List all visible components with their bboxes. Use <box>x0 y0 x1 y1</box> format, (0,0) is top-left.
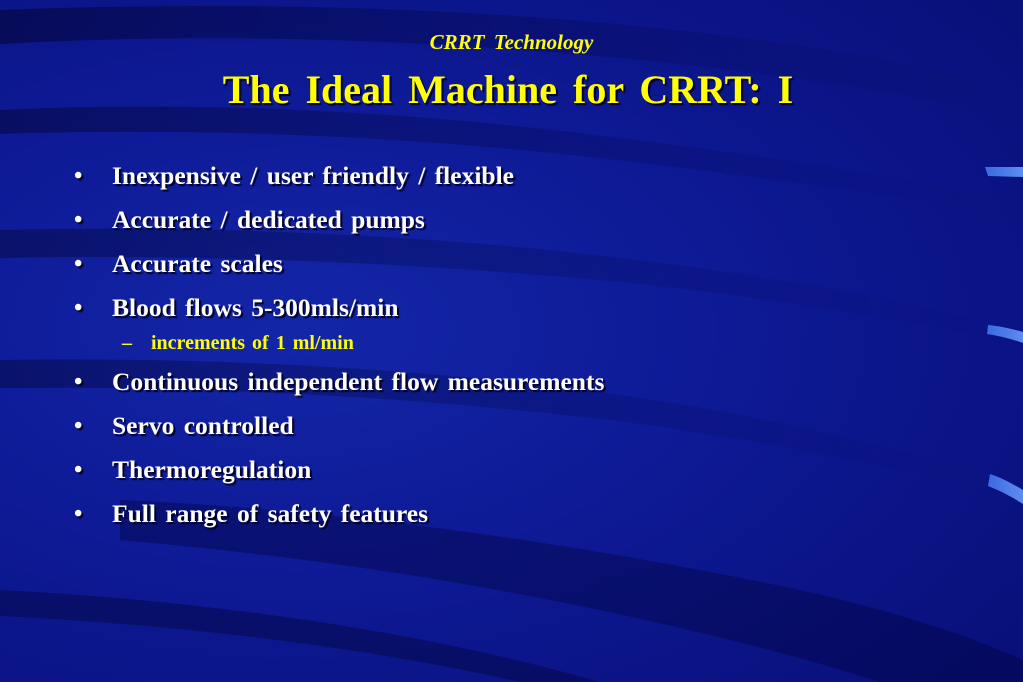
bullet-dot: • <box>74 501 83 527</box>
bullet-text: Thermoregulation <box>112 455 312 484</box>
slide-title: The Ideal Machine for CRRT: I <box>222 67 794 112</box>
bullet-text: Blood flows 5-300mls/min <box>112 293 399 322</box>
bullet-dot: • <box>74 207 83 233</box>
bullet-item <box>74 406 604 450</box>
bullet-item <box>74 362 604 406</box>
bullet-dot: • <box>74 413 83 439</box>
bullet-text: Accurate / dedicated pumps <box>112 205 425 234</box>
bullet-item <box>74 244 604 288</box>
bullet-item <box>74 450 604 494</box>
bullet-text: Inexpensive / user friendly / flexible <box>112 161 514 190</box>
bullet-dot: • <box>74 457 83 483</box>
bullet-dot: • <box>74 369 83 395</box>
bullet-text: Continuous independent flow measurements <box>112 367 605 396</box>
bullet-dot: • <box>74 251 83 277</box>
bullet-item <box>74 494 604 538</box>
bullet-list <box>74 156 604 538</box>
slide-subtitle: CRRT Technology <box>429 30 594 54</box>
bullet-text: Full range of safety features <box>112 499 429 528</box>
bullet-item <box>74 156 604 200</box>
bullet-text: Accurate scales <box>112 249 283 278</box>
bullet-dot: • <box>74 295 83 321</box>
sub-bullet-text: increments of 1 ml/min <box>151 332 354 354</box>
sub-bullet-item <box>74 326 604 362</box>
bullet-text: Servo controlled <box>112 411 294 440</box>
sub-bullet-dash: – <box>122 332 132 354</box>
bullet-item <box>74 200 604 244</box>
bullet-dot: • <box>74 163 83 189</box>
